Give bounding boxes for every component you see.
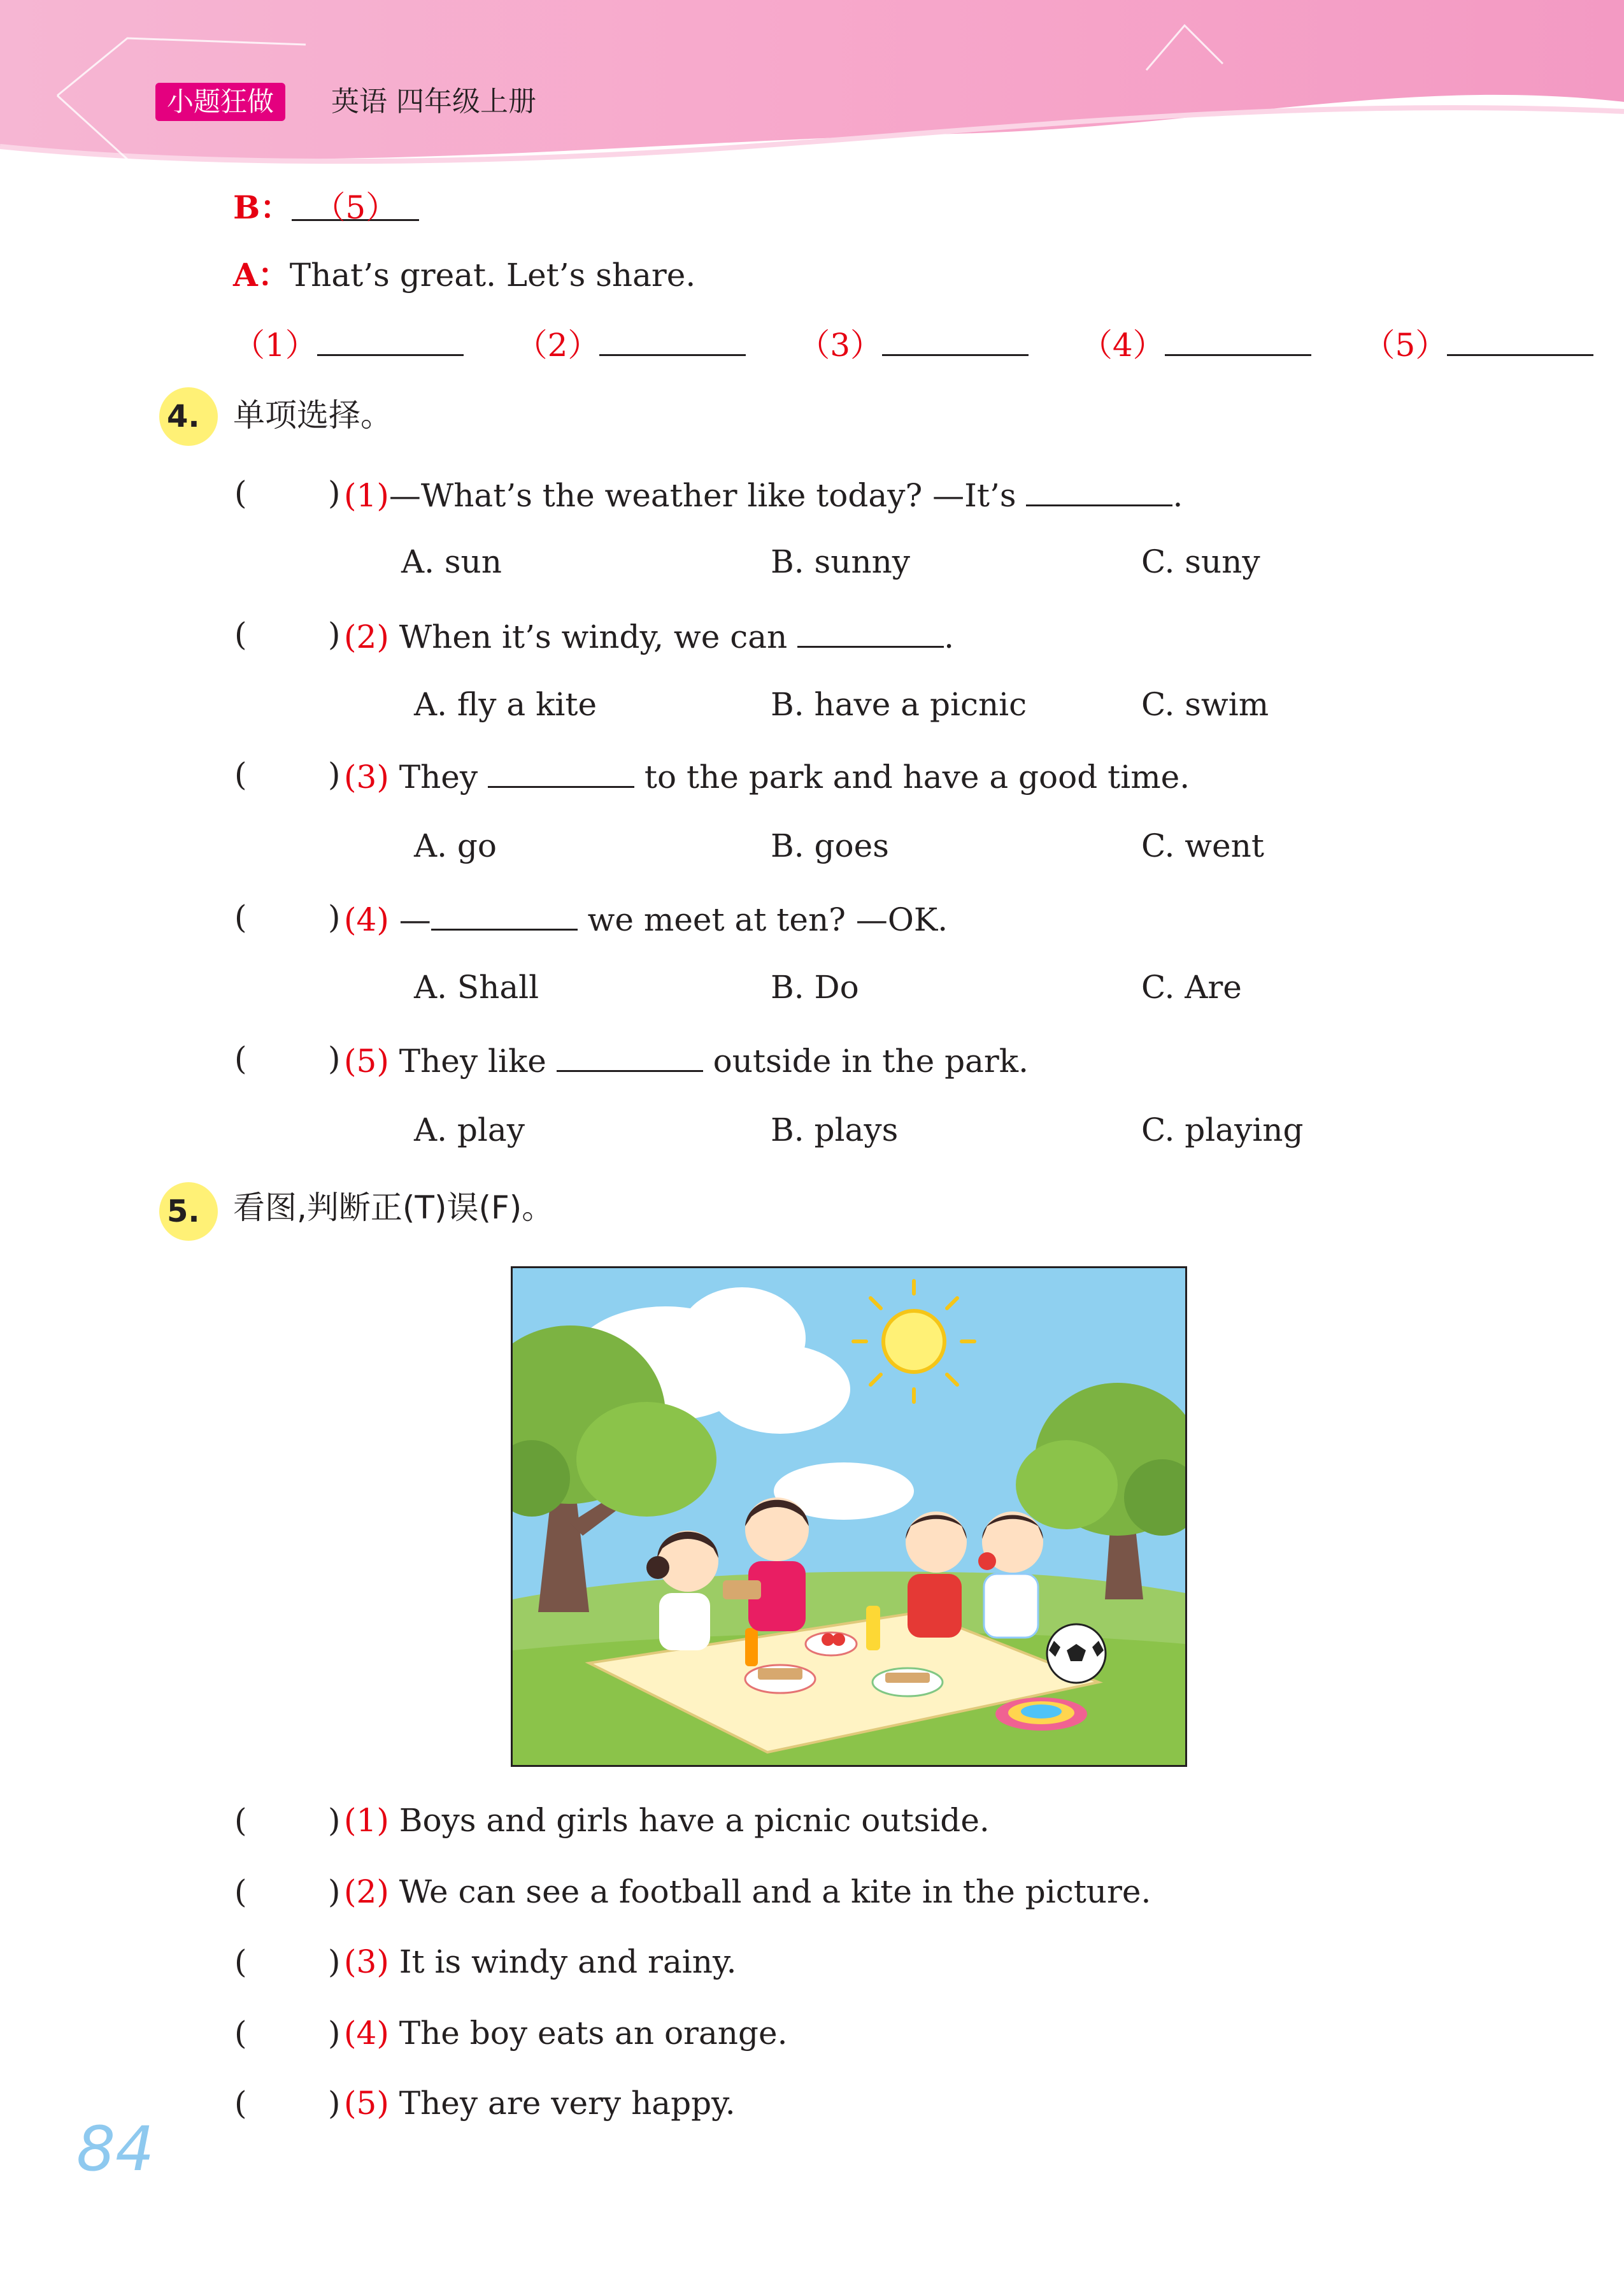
option-a: A. play bbox=[414, 1111, 525, 1148]
answer-blank bbox=[1165, 324, 1311, 356]
question-number: (5) bbox=[344, 1043, 389, 1080]
question-number: (3) bbox=[344, 759, 389, 796]
answer-paren-close: ) bbox=[328, 1802, 341, 1839]
dialog-a-text: That’s great. Let’s share. bbox=[289, 257, 696, 294]
option-b: B. have a picnic bbox=[771, 686, 1027, 723]
statement-number: (2) bbox=[344, 1873, 389, 1910]
option-a: A. sun bbox=[401, 543, 502, 580]
answer-paren-close: ) bbox=[328, 1040, 341, 1077]
dialog-line-b bbox=[233, 189, 419, 227]
option-b: B. goes bbox=[771, 827, 889, 864]
fill-blank bbox=[797, 615, 944, 648]
answer-label-2: （2） bbox=[515, 327, 600, 364]
fill-blank bbox=[1026, 474, 1172, 506]
answer-paren-close: ) bbox=[328, 2015, 341, 2052]
answer-paren-close: ) bbox=[328, 899, 341, 936]
answer-blank bbox=[1447, 324, 1593, 356]
answer-blank-row bbox=[233, 324, 1593, 364]
answer-blank bbox=[317, 324, 464, 356]
question-number: (2) bbox=[344, 618, 389, 655]
dialog-line-a bbox=[233, 256, 695, 294]
answer-paren-close: ) bbox=[328, 616, 341, 653]
section-5-number: 5. bbox=[167, 1194, 200, 1229]
answer-paren-close: ) bbox=[328, 1873, 341, 1910]
bottle bbox=[866, 1606, 880, 1650]
answer-paren-open: ( bbox=[234, 1040, 247, 1077]
section-4-number: 4. bbox=[167, 399, 200, 434]
answer-paren-open: ( bbox=[234, 899, 247, 936]
option-c: C. playing bbox=[1141, 1111, 1304, 1148]
answer-paren-close: ) bbox=[328, 2085, 341, 2122]
question-number: (1) bbox=[344, 477, 389, 514]
fill-blank bbox=[431, 898, 578, 931]
answer-label-4: （4） bbox=[1080, 327, 1165, 364]
speaker-b-label: B： bbox=[233, 189, 292, 226]
bottle bbox=[745, 1628, 758, 1666]
answer-paren-open: ( bbox=[234, 616, 247, 653]
picnic-illustration bbox=[511, 1266, 1187, 1767]
answer-label-1: （1） bbox=[233, 327, 317, 364]
answer-paren-close: ) bbox=[328, 756, 341, 793]
option-c: C. went bbox=[1141, 827, 1264, 864]
option-b: B. sunny bbox=[771, 543, 911, 580]
option-b: B. Do bbox=[771, 969, 859, 1006]
answer-paren-open: ( bbox=[234, 2085, 247, 2122]
answer-paren-open: ( bbox=[234, 1873, 247, 1910]
option-c: C. Are bbox=[1141, 969, 1242, 1006]
answer-paren-open: ( bbox=[234, 475, 247, 511]
question-4-4: (4) — we meet at ten? —OK. bbox=[344, 898, 948, 939]
answer-blank-5: （5） bbox=[292, 189, 419, 221]
statement-5-3: (3) It is windy and rainy. bbox=[344, 1943, 737, 1980]
section-5-title: 看图,判断正(T)误(F)。 bbox=[233, 1189, 554, 1226]
option-a: A. fly a kite bbox=[414, 686, 597, 723]
page-number: 84 bbox=[76, 2113, 155, 2185]
statement-5-2: (2) We can see a football and a kite in the picture. bbox=[344, 1873, 1151, 1910]
answer-blank bbox=[599, 324, 746, 356]
statement-number: (5) bbox=[344, 2085, 389, 2122]
frisbee bbox=[995, 1697, 1087, 1731]
picnic-scene bbox=[513, 1268, 1185, 1765]
answer-paren-open: ( bbox=[234, 1943, 247, 1980]
fill-blank bbox=[488, 755, 634, 788]
football bbox=[1047, 1624, 1106, 1683]
answer-paren-open: ( bbox=[234, 1802, 247, 1839]
question-4-1: (1)—What’s the weather like today? —It’s . bbox=[344, 474, 1183, 515]
question-number: (4) bbox=[344, 901, 389, 938]
option-c: C. suny bbox=[1141, 543, 1260, 580]
section-4-title: 单项选择。 bbox=[233, 397, 392, 434]
question-4-2: (2) When it’s windy, we can . bbox=[344, 615, 954, 656]
question-4-3: (3) They to the park and have a good time. bbox=[344, 755, 1190, 796]
answer-blank bbox=[882, 324, 1029, 356]
option-c: C. swim bbox=[1141, 686, 1269, 723]
option-a: A. Shall bbox=[414, 969, 539, 1006]
statement-5-5: (5) They are very happy. bbox=[344, 2085, 736, 2122]
option-a: A. go bbox=[414, 827, 497, 864]
statement-number: (1) bbox=[344, 1802, 389, 1839]
option-b: B. plays bbox=[771, 1111, 899, 1148]
answer-paren-open: ( bbox=[234, 756, 247, 793]
answer-paren-close: ) bbox=[328, 1943, 341, 1980]
answer-label-5: （5） bbox=[1363, 327, 1448, 364]
book-subject: 英语 四年级上册 bbox=[331, 85, 536, 118]
statement-number: (4) bbox=[344, 2015, 389, 2052]
statement-5-1: (1) Boys and girls have a picnic outside. bbox=[344, 1802, 990, 1839]
statement-number: (3) bbox=[344, 1943, 389, 1980]
answer-paren-open: ( bbox=[234, 2015, 247, 2052]
answer-label-3: （3） bbox=[798, 327, 883, 364]
question-4-5: (5) They like outside in the park. bbox=[344, 1039, 1029, 1080]
speaker-a-label: A： bbox=[233, 256, 290, 294]
fill-blank bbox=[557, 1039, 703, 1072]
series-tag: 小题狂做 bbox=[155, 83, 285, 121]
answer-paren-close: ) bbox=[328, 475, 341, 511]
statement-5-4: (4) The boy eats an orange. bbox=[344, 2015, 788, 2052]
